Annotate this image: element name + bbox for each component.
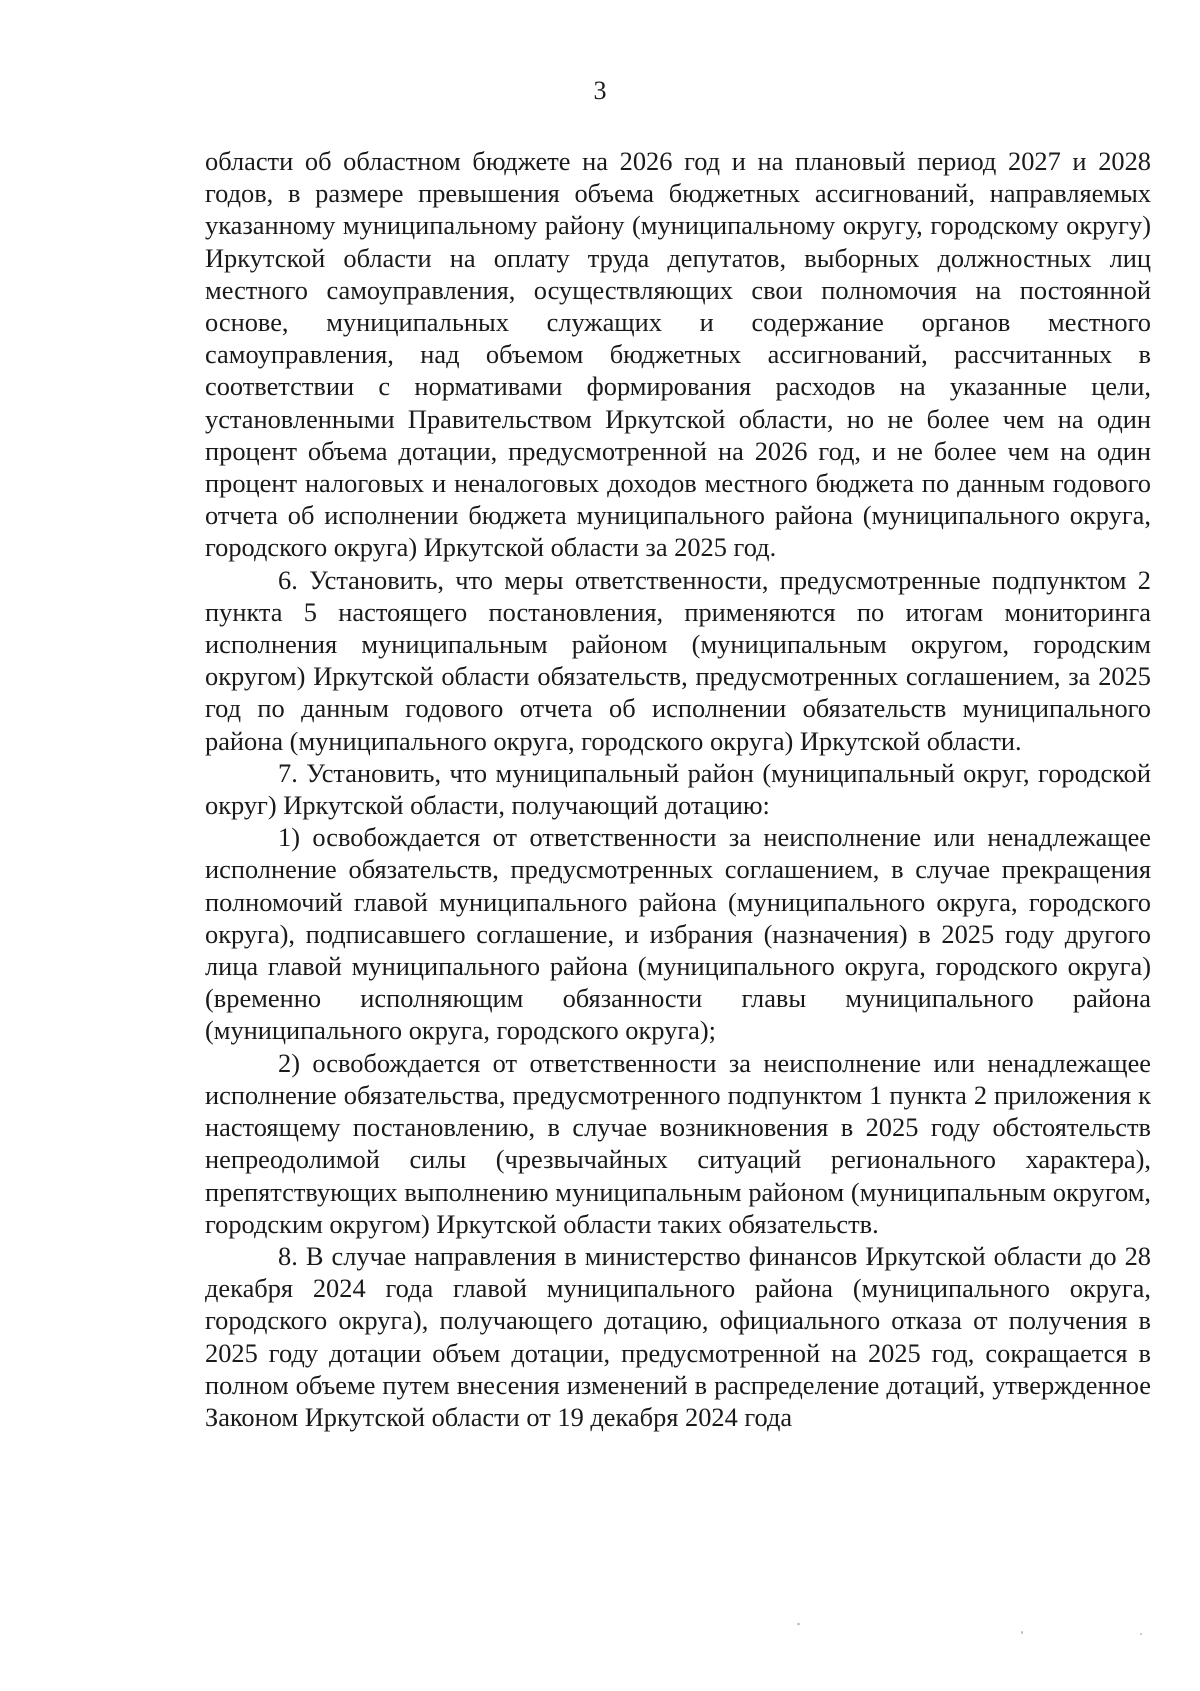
paragraph-item-7: 7. Установить, что муниципальный район (муниципальный округ, городской округ) Иркутской области, получающий дотацию: [205, 757, 1151, 821]
paragraph-item-8: 8. В случае направления в министерство финансов Иркутской области до 28 декабря 2024 года главой муниципального района (муниципального округа, городского округа), получающего дотацию, официального отказа от получения в 2025 году дотации объем дотации, предусмотренной на 2025 год, сокращается в полном объеме путем внесения изменений в распределение дотаций, утвержденное Законом Иркутской области от 19 декабря 2024 года [205, 1240, 1151, 1432]
paragraph-item-6: 6. Установить, что меры ответственности, предусмотренные подпунктом 2 пункта 5 настоящего постановления, применяются по итогам мониторинга исполнения муниципальным районом (муниципальным округом, городским округом) Иркутской области обязательств, предусмотренных соглашением, за 2025 год по данным годового отчета об исполнении обязательств муниципального района (муниципального округа, городского округа) Иркутской области. [205, 564, 1151, 756]
scan-speck [797, 1623, 800, 1625]
document-body [205, 145, 1151, 1433]
paragraph-continuation: области об областном бюджете на 2026 год и на плановый период 2027 и 2028 годов, в размере превышения объема бюджетных ассигнований, направляемых указанному муниципальному району (муниципальному округу, городскому округу) Иркутской области на оплату труда депутатов, выборных должностных лиц местного самоуправления, осуществляющих свои полномочия на постоянной основе, муниципальных служащих и содержание органов местного самоуправления, над объемом бюджетных ассигнований, рассчитанных в соответствии с нормативами формирования расходов на указанные цели, установленными Правительством Иркутской области, но не более чем на один процент объема дотации, предусмотренной на 2026 год, и не более чем на один процент налоговых и неналоговых доходов местного бюджета по данным годового отчета об исполнении бюджета муниципального района (муниципального округа, городского округа) Иркутской области за 2025 год. [205, 146, 1151, 563]
paragraph-item-7-1: 1) освобождается от ответственности за неисполнение или ненадлежащее исполнение обязательств, предусмотренных соглашением, в случае прекращения полномочий главой муниципального района (муниципального округа, городского округа), подписавшего соглашение, и избрания (назначения) в 2025 году другого лица главой муниципального района (муниципального округа, городского округа) (временно исполняющим обязанности главы муниципального района (муниципального округа, городского округа); [205, 822, 1151, 1046]
paragraph-item-7-2: 2) освобождается от ответственности за неисполнение или ненадлежащее исполнение обязательства, предусмотренного подпунктом 1 пункта 2 приложения к настоящему постановлению, в случае возникновения в 2025 году обстоятельств непреодолимой силы (чрезвычайных ситуаций регионального характера), препятствующих выполнению муниципальным районом (муниципальным округом, городским округом) Иркутской области таких обязательств. [205, 1047, 1151, 1239]
page-number: 3 [593, 76, 607, 105]
scan-speck [1021, 1631, 1023, 1634]
scan-speck [1140, 1633, 1142, 1635]
